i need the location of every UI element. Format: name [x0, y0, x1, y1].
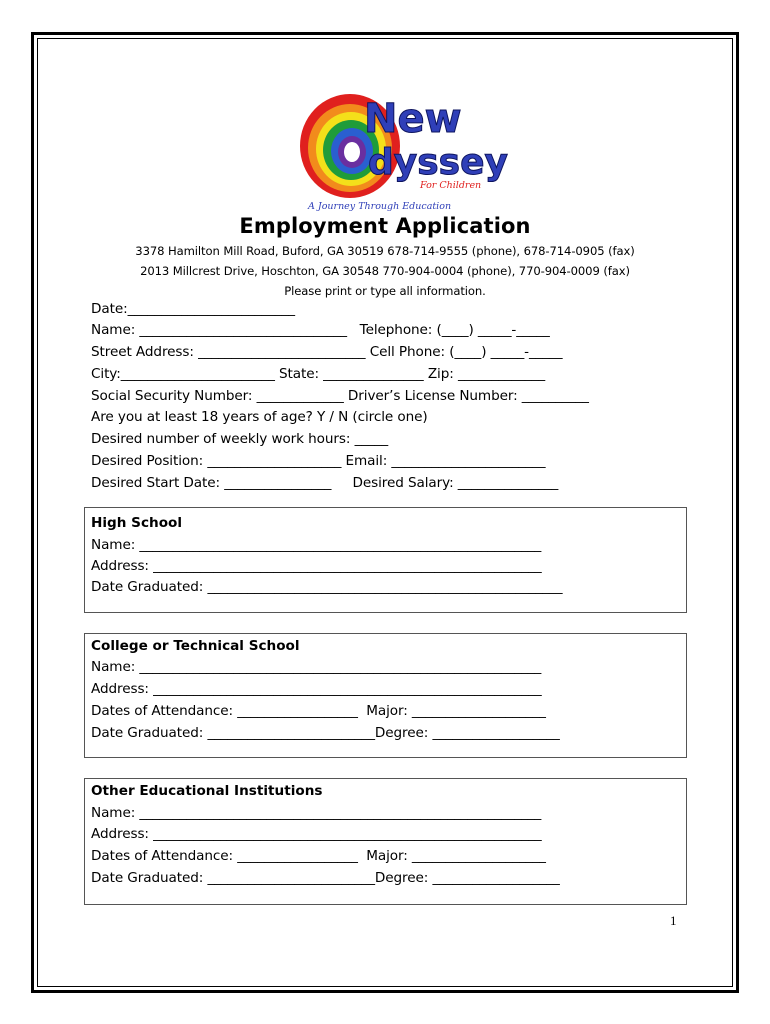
name-telephone-field[interactable]: Name: _______________________________ Telephone: (____) _____-_____ — [91, 322, 550, 338]
date-field[interactable]: Date:_________________________ — [91, 301, 295, 317]
college-graduated-degree-field[interactable]: Date Graduated: _________________________Degree: ___________________ — [91, 725, 560, 741]
college-address-field[interactable]: Address: __________________________________________________________ — [91, 681, 542, 697]
city-state-zip-field[interactable]: City:_______________________ State: _______________ Zip: _____________ — [91, 366, 546, 382]
other-name-field[interactable]: Name: ____________________________________________________________ — [91, 805, 542, 821]
document-title: Employment Application — [239, 214, 531, 238]
logo-word-odyssey: dyssey — [368, 142, 508, 183]
college-name-field[interactable]: Name: ____________________________________________________________ — [91, 659, 542, 675]
high-school-address-field[interactable]: Address: __________________________________________________________ — [91, 558, 542, 574]
high-school-graduated-field[interactable]: Date Graduated: _____________________________________________________ — [91, 579, 563, 595]
other-institutions-heading: Other Educational Institutions — [91, 783, 323, 799]
college-attendance-major-field[interactable]: Dates of Attendance: __________________ Major: ____________________ — [91, 703, 546, 719]
high-school-heading: High School — [91, 515, 183, 531]
logo-word-new: New — [364, 96, 462, 142]
other-attendance-major-field[interactable]: Dates of Attendance: __________________ Major: ____________________ — [91, 848, 546, 864]
address-line-2: 2013 Millcrest Drive, Hoschton, GA 30548 770-904-0004 (phone), 770-904-0009 (fax) — [140, 264, 630, 278]
age-question[interactable]: Are you at least 18 years of age? Y / N (circle one) — [91, 409, 428, 425]
other-graduated-degree-field[interactable]: Date Graduated: _________________________Degree: ___________________ — [91, 870, 560, 886]
college-heading: College or Technical School — [91, 638, 300, 654]
logo-tagline: A Journey Through Education — [308, 201, 452, 212]
other-address-field[interactable]: Address: __________________________________________________________ — [91, 826, 542, 842]
weekly-hours-field[interactable]: Desired number of weekly work hours: _____ — [91, 431, 389, 447]
logo-for-children: For Children — [420, 180, 482, 191]
high-school-name-field[interactable]: Name: ____________________________________________________________ — [91, 537, 542, 553]
address-line-1: 3378 Hamilton Mill Road, Buford, GA 30519 678-714-9555 (phone), 678-714-0905 (fax) — [135, 244, 635, 258]
position-email-field[interactable]: Desired Position: ____________________ Email: _______________________ — [91, 453, 546, 469]
street-cellphone-field[interactable]: Street Address: _________________________ Cell Phone: (____) _____-_____ — [91, 344, 563, 360]
new-odyssey-logo — [292, 88, 508, 213]
instructions: Please print or type all information. — [284, 284, 486, 298]
start-salary-field[interactable]: Desired Start Date: ________________ Desired Salary: _______________ — [91, 475, 559, 491]
page-number: 1 — [670, 913, 677, 928]
ssn-license-field[interactable]: Social Security Number: _____________ Driver’s License Number: __________ — [91, 388, 589, 404]
